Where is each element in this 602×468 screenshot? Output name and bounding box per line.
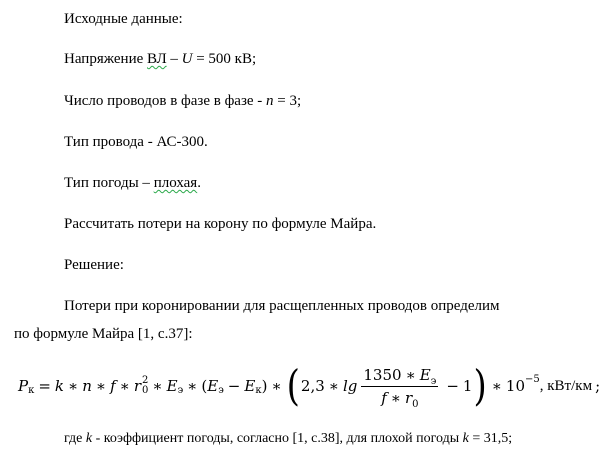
- formula-close-paren-1: ): [261, 377, 268, 395]
- formula-eq: =: [38, 377, 51, 395]
- solution-heading: Решение:: [64, 257, 124, 273]
- where-k-symbol-2: k: [462, 431, 469, 446]
- formula-E1-sub: э: [177, 384, 184, 396]
- wire-type-line: Тип провода - АС-300.: [64, 134, 208, 150]
- formula-star-1: ∗: [68, 377, 79, 395]
- formula-close-paren-big: ): [473, 361, 487, 411]
- formula-lg: lg: [342, 377, 358, 395]
- formula-r-sup: 2: [142, 375, 149, 386]
- initial-data-heading: Исходные данные:: [64, 11, 183, 27]
- formula-r: r: [133, 377, 142, 395]
- formula-ten: 10: [505, 377, 526, 395]
- formula-numerator: 1350 ∗ $E_э$: [363, 365, 437, 387]
- formula-minus-1: −: [227, 377, 241, 395]
- voltage-symbol: U: [181, 51, 193, 67]
- formula-E1: E: [166, 377, 178, 395]
- formula-k: k: [54, 377, 65, 395]
- formula-lhs-sub: к: [28, 384, 35, 396]
- formula-Ek: E: [244, 377, 256, 395]
- vl-abbrev: ВЛ: [147, 51, 167, 67]
- formula-r-sub: 0: [142, 385, 149, 396]
- formula-one: 1: [462, 377, 473, 395]
- formula-star-5: ∗: [187, 377, 198, 395]
- paragraph-line-2: по формуле Майра [1, с.37]:: [14, 326, 193, 342]
- formula-star-3: ∗: [119, 377, 130, 395]
- formula-coef: 2,3: [300, 377, 325, 395]
- where-k-symbol: k: [85, 431, 93, 446]
- formula-open-paren-1: (: [201, 377, 208, 395]
- formula-star-7: ∗: [328, 377, 339, 395]
- formula-n: n: [82, 377, 92, 395]
- wires-symbol: n: [266, 93, 274, 109]
- voltage-line: Напряжение ВЛ – U = 500 кВ;: [64, 51, 257, 67]
- formula-fraction: [361, 365, 438, 410]
- formula-star-4: ∗: [152, 377, 163, 395]
- formula-r-scripts: [142, 376, 148, 396]
- formula-ten-exp: −5: [525, 373, 540, 385]
- formula-Ek-sub: к: [255, 384, 262, 396]
- formula-denominator: f ∗ $r_0$: [381, 388, 419, 410]
- formula-unit: , кВт/км: [539, 377, 593, 394]
- formula-E2: E: [207, 377, 219, 395]
- mayr-formula: [18, 358, 600, 414]
- formula-end: ;: [595, 377, 601, 395]
- paragraph-line-1: Потери при коронировании для расщепленных проводов определим: [64, 298, 500, 314]
- formula-star-8: ∗: [491, 377, 502, 395]
- formula-minus-2: −: [446, 377, 459, 395]
- formula-star-6: ∗: [271, 377, 282, 395]
- weather-value: плохая: [153, 175, 198, 191]
- wires-count-line: Число проводов в фазе в фазе - n = 3;: [64, 93, 302, 109]
- formula-f: f: [110, 377, 116, 395]
- task-line: Рассчитать потери на корону по формуле Майра.: [64, 216, 377, 232]
- formula-E2-sub: э: [218, 384, 224, 396]
- formula-lhs: P: [18, 377, 29, 395]
- formula-open-paren-big: (: [286, 361, 300, 411]
- weather-line: Тип погоды – плохая.: [64, 175, 201, 191]
- formula-star-2: ∗: [95, 377, 107, 395]
- where-line: где k - коэффициент погоды, согласно [1, с.38], для плохой погоды k = 31,5;: [64, 431, 513, 446]
